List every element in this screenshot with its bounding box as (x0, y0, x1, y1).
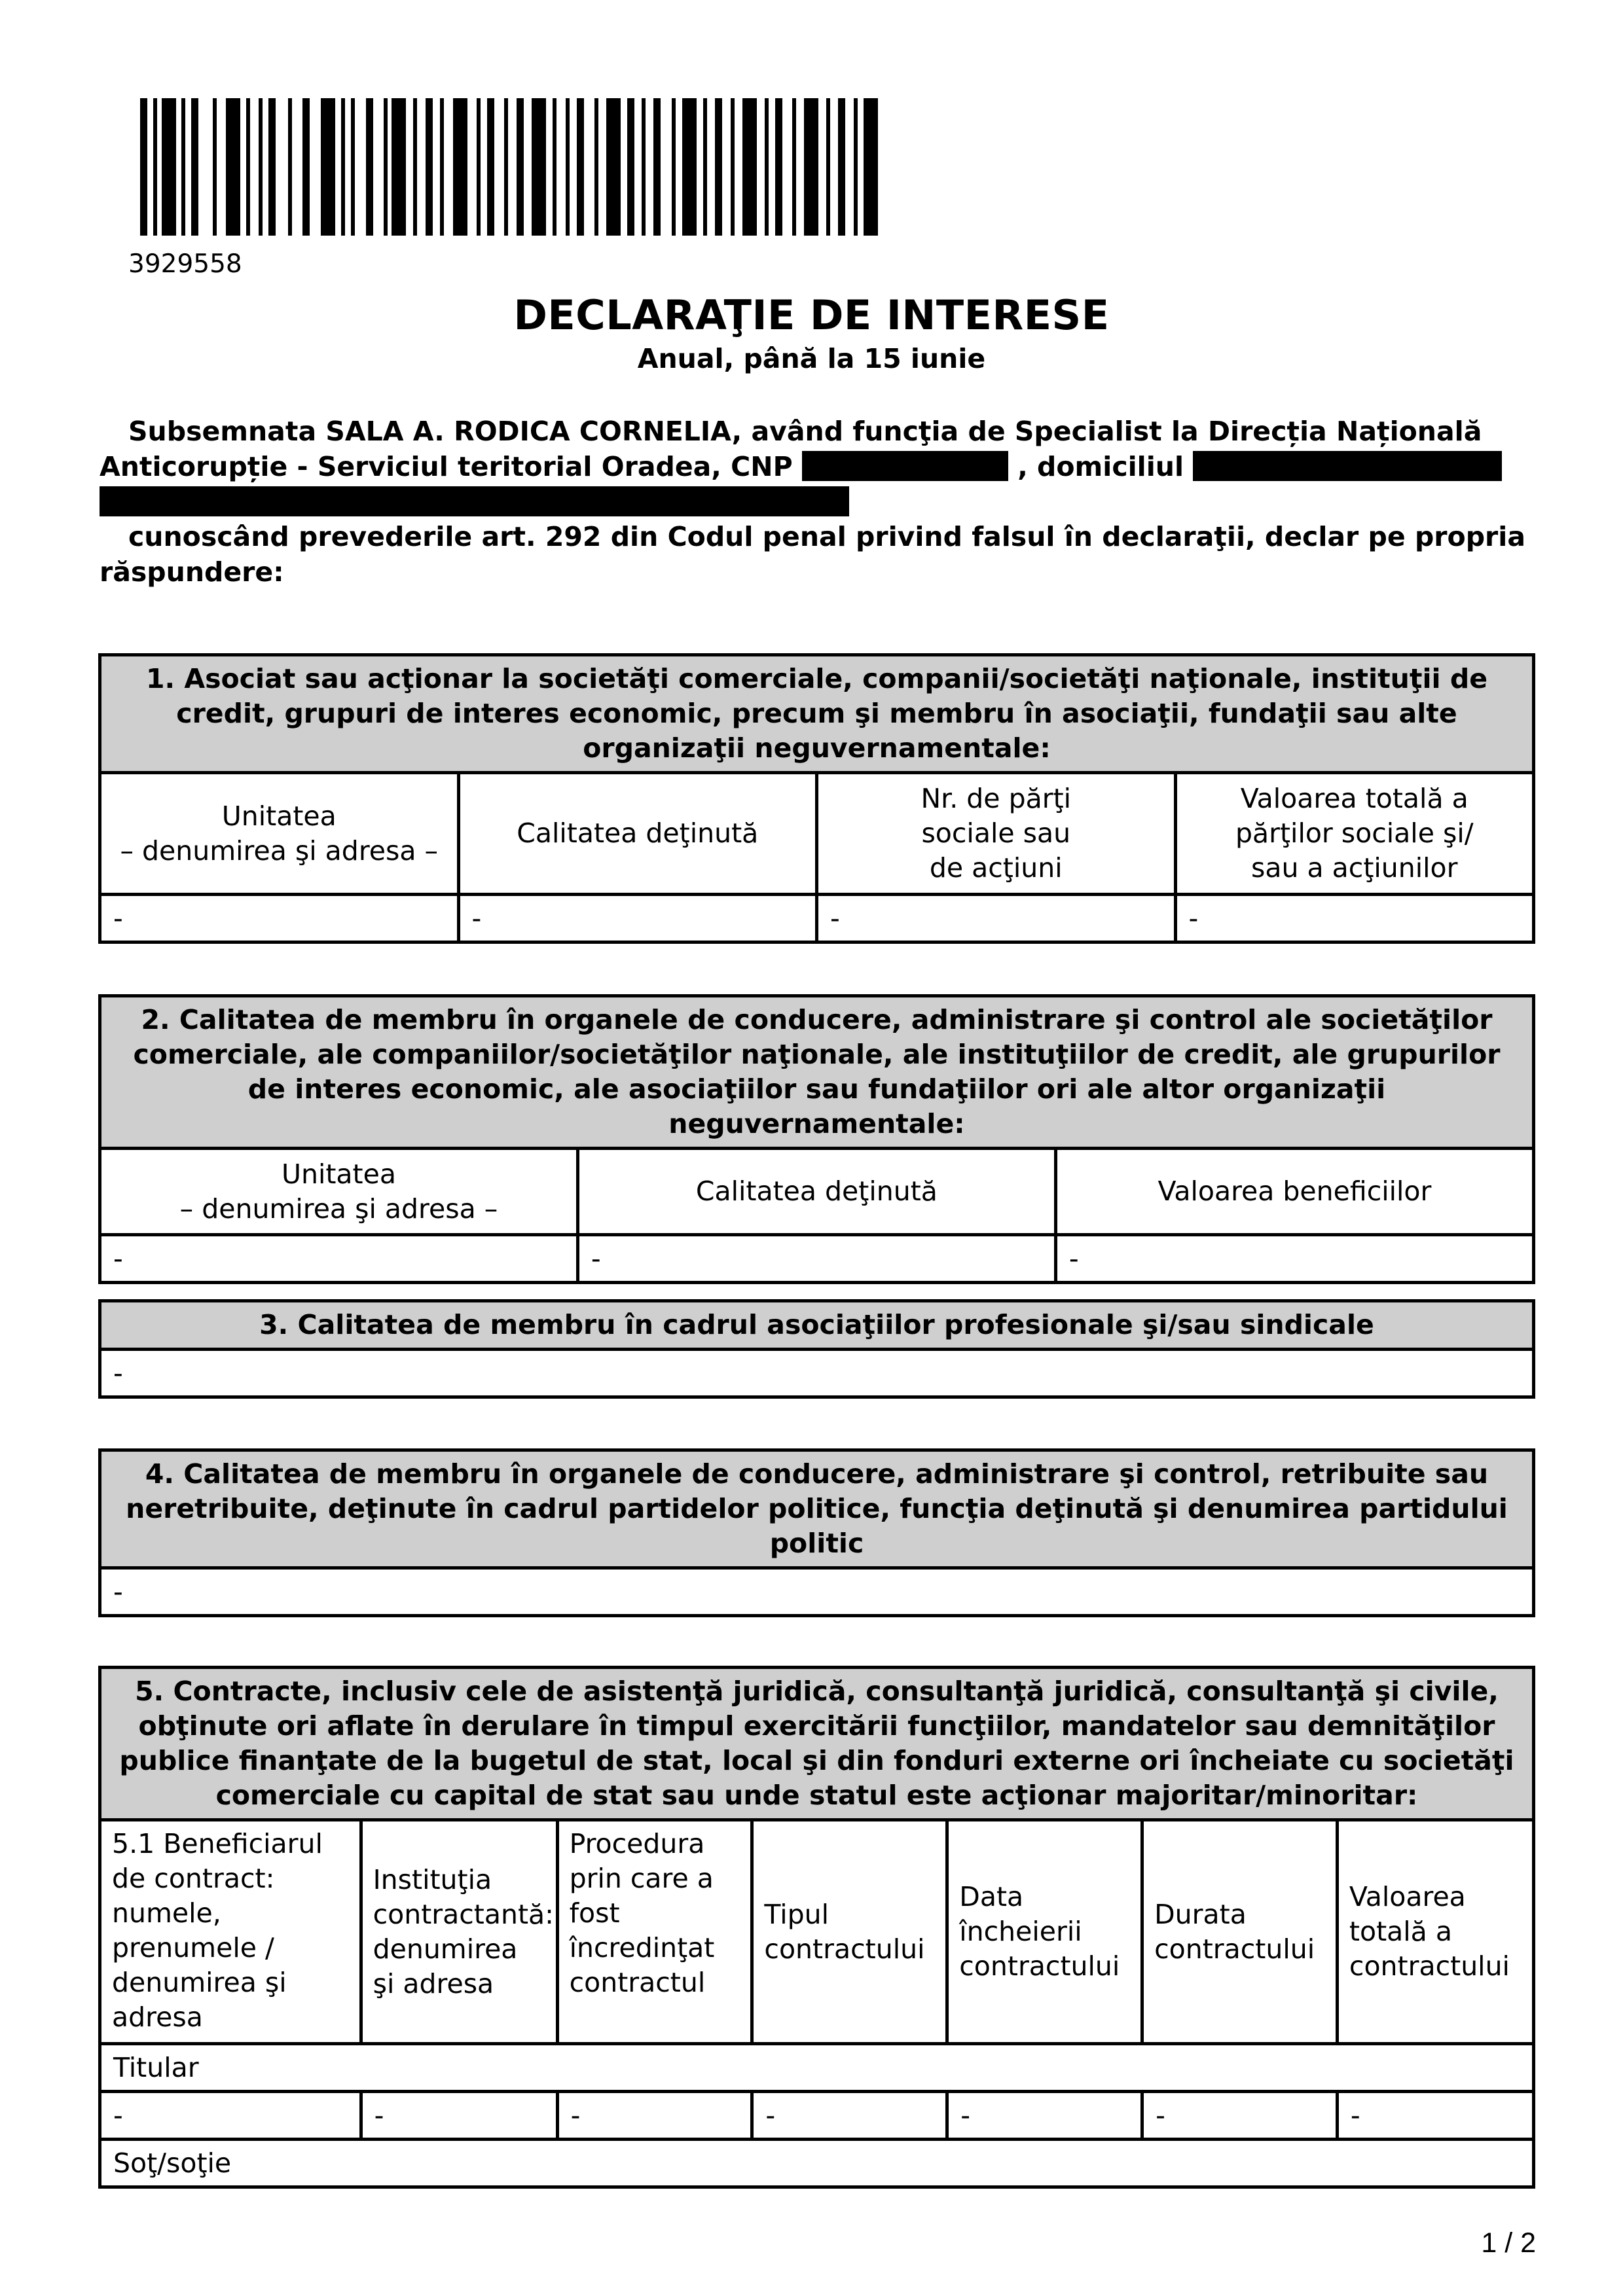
section-4-table (98, 1448, 1535, 1617)
document-title: DECLARAŢIE DE INTERESE (513, 291, 1110, 339)
table-cell: - (100, 895, 459, 942)
section-1-title: 1. Asociat sau acţionar la societăţi comerciale, companii/societăţi naţionale, instituţii de credit, grupuri de interes economic, precum şi membru în asociaţii, fundaţii sau alte organizaţii neguvernamentale: (100, 655, 1534, 773)
redacted-domicile-continued (100, 486, 849, 516)
section-1-header-shares: Nr. de părţi sociale sau de acţiuni (817, 773, 1176, 895)
section-2-header-benefits: Valoarea beneficiilor (1055, 1149, 1533, 1235)
table-cell: - (947, 2092, 1142, 2140)
page-number: 1 / 2 (1481, 2227, 1536, 2259)
table-row (100, 2044, 1534, 2092)
section-5-header-institution: Instituţia contractantă: denumirea şi adresa (361, 1820, 557, 2044)
table-cell: - (1175, 895, 1534, 942)
section-5-header-procedure: Procedura prin care a fost încredinţat contractul (557, 1820, 752, 2044)
table-cell: - (100, 2092, 361, 2140)
table-row (100, 895, 1534, 942)
section-5-header-value: Valoarea totală a contractului (1337, 1820, 1533, 2044)
table-cell: - (458, 895, 817, 942)
table-cell: - (100, 1350, 1534, 1397)
section-5-table (98, 1666, 1535, 2189)
section-1-table (98, 653, 1535, 944)
section-1-header-value: Valoarea totală a părţilor sociale şi/ sau a acţiunilor (1175, 773, 1534, 895)
table-cell: - (752, 2092, 947, 2140)
section-2-table (98, 994, 1535, 1284)
table-row (100, 1568, 1534, 1616)
section-3-table (98, 1299, 1535, 1399)
spouse-label: Soţ/soţie (100, 2140, 1534, 2187)
table-row (100, 2092, 1534, 2140)
table-cell: - (100, 1235, 578, 1283)
barcode (140, 98, 883, 236)
declarant-identity-text: Subsemnata SALA A. RODICA CORNELIA, având funcţia de Specialist la Direcția Națională Anticorupție - Serviciul teritorial Oradea, CNP (100, 416, 1482, 482)
document-subtitle: Anual, până la 15 iunie (637, 343, 986, 374)
table-cell: - (361, 2092, 557, 2140)
redacted-cnp (802, 451, 1008, 481)
section-1-header-unit: Unitatea – denumirea şi adresa – (100, 773, 459, 895)
section-5-header-duration: Durata contractului (1142, 1820, 1338, 2044)
redacted-domicile (1193, 451, 1502, 481)
table-row (100, 1350, 1534, 1397)
table-row (100, 2140, 1534, 2187)
section-5-header-beneficiary: 5.1 Beneficiarul de contract: numele, prenumele / denumirea şi adresa (100, 1820, 361, 2044)
table-cell: - (100, 1568, 1534, 1616)
section-5-header-date: Data încheierii contractului (947, 1820, 1142, 2044)
section-2-header-role: Calitatea deţinută (577, 1149, 1055, 1235)
table-cell: - (1142, 2092, 1338, 2140)
table-cell: - (817, 895, 1176, 942)
titular-label: Titular (100, 2044, 1534, 2092)
section-2-header-unit: Unitatea – denumirea şi adresa – (100, 1149, 578, 1235)
domicile-label: , domiciliul (1017, 451, 1184, 482)
table-row (100, 1235, 1534, 1283)
section-1-header-role: Calitatea deţinută (458, 773, 817, 895)
declarant-statement (100, 414, 1527, 520)
table-cell: - (557, 2092, 752, 2140)
section-4-title: 4. Calitatea de membru în organele de conducere, administrare şi control, retribuite sau neretribuite, deţinute în cadrul partidelor politice, funcţia deţinută şi denumirea partidului politic (100, 1450, 1534, 1568)
document-number: 3929558 (128, 249, 242, 279)
section-2-title: 2. Calitatea de membru în organele de conducere, administrare şi control ale societăţilor comerciale, ale companiilor/societăţilor naţionale, ale instituţiilor de credit, ale grupurilor de interes economic, ale asociaţiilor sau fundaţiilor ori ale altor organizaţii neguvernamentale: (100, 996, 1534, 1149)
section-5-title: 5. Contracte, inclusiv cele de asistenţă juridică, consultanţă juridică, consultanţă şi civile, obţinute ori aflate în derulare în timpul exercitării funcţiilor, mandatelor sau demnităţilor publice finanţate de la bugetul de stat, local şi din fonduri externe ori încheiate cu societăţi comerciale cu capital de stat sau unde statul este acţionar majoritar/minoritar: (100, 1668, 1534, 1820)
table-cell: - (1055, 1235, 1533, 1283)
declaration-statement (100, 519, 1527, 590)
declaration-text: cunoscând prevederile art. 292 din Codul penal privind falsul în declaraţii, declar pe propria răspundere: (100, 521, 1525, 588)
section-3-title: 3. Calitatea de membru în cadrul asociaţiilor profesionale şi/sau sindicale (100, 1301, 1534, 1350)
table-cell: - (577, 1235, 1055, 1283)
section-5-header-type: Tipul contractului (752, 1820, 947, 2044)
table-cell: - (1337, 2092, 1533, 2140)
